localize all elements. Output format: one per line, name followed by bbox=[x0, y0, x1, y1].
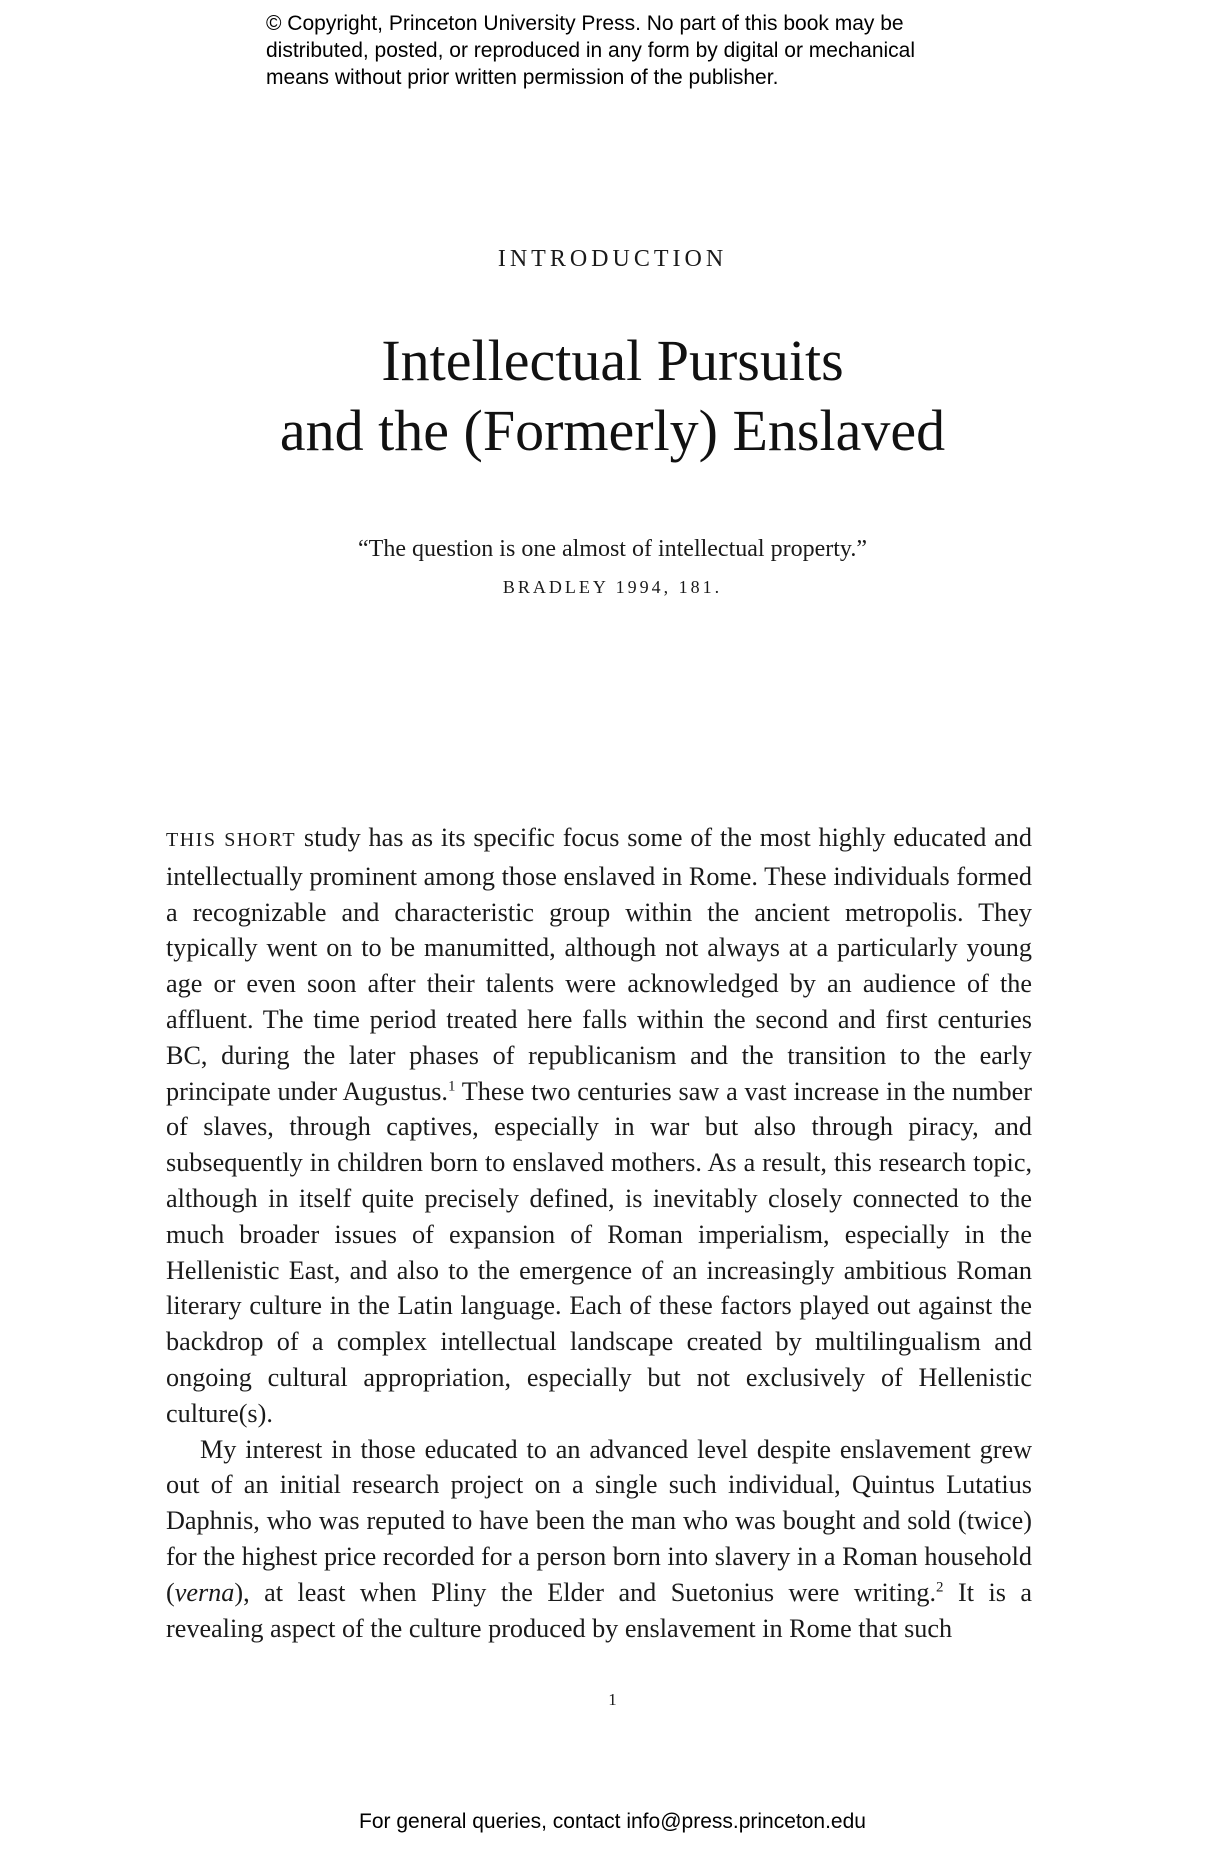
footnote-ref-2[interactable]: 2 bbox=[936, 1579, 944, 1595]
chapter-label: INTRODUCTION bbox=[497, 246, 728, 272]
paragraph-2-text-a: My interest in those educated to an advanced level despite enslavement grew out of an initial research project on a single such individual, Quintus Lutatius Daphnis, who was reputed to have been the man who was bought and sold (twice) for the highest price recorded for a person born into slavery in a Roman household ( bbox=[166, 1434, 1032, 1607]
paragraph-1 bbox=[166, 820, 1032, 1432]
paragraph-2-text-b: ), at least when Pliny the Elder and Suetonius were writing. bbox=[234, 1577, 937, 1607]
paragraph-1-text-b: These two centuries saw a vast increase in the number of slaves, through captives, especially in war but also through piracy, and subsequently in children born to enslaved mothers. As a result, this research topic, although in itself quite precisely defined, is inevitably closely connected to the much broader issues of expansion of Roman imperialism, especially in the Hellenistic East, and also to the emergence of an increasingly ambitious Roman literary culture in the Latin language. Each of these factors played out against the backdrop of a complex intellectual landscape created by multilingualism and ongoing cultural appropriation, especially but not exclusively of Hellenistic culture(s). bbox=[166, 1076, 1032, 1428]
chapter-title bbox=[0, 326, 1225, 466]
paragraph-2 bbox=[166, 1432, 1032, 1647]
copyright-line-2: distributed, posted, or reproduced in any form by digital or mechanical bbox=[266, 39, 916, 62]
paragraph-1-text-a: study has as its specific focus some of the most highly educated and intellectually prominent among those enslaved in Rome. These individuals formed a recognizable and characteristic group within the ancient metropolis. They typically went on to be manumitted, although not always at a particularly young age or even soon after their talents were acknowledged by an audience of the affluent. The time period treated here falls within the second and first centuries BC, during the later phases of republicanism and the transition to the early principate under Augustus. bbox=[166, 823, 1032, 1106]
chapter-title-line-2: and the (Formerly) Enslaved bbox=[279, 398, 946, 463]
copyright-notice bbox=[266, 10, 1026, 91]
footer-contact: For general queries, contact info@press.princeton.edu bbox=[359, 1810, 866, 1833]
paragraph-lead: THIS SHORT bbox=[166, 829, 297, 851]
paragraph-2-text-c: It is a revealing aspect of the culture produced by enslavement in Rome that such bbox=[166, 1577, 1032, 1643]
chapter-title-line-1: Intellectual Pursuits bbox=[381, 328, 844, 393]
epigraph-quote: “The question is one almost of intellectual property.” bbox=[358, 536, 867, 562]
page-number: 1 bbox=[608, 1690, 617, 1709]
epigraph-source: BRADLEY 1994, 181. bbox=[502, 577, 723, 597]
copyright-line-1: © Copyright, Princeton University Press. No part of this book may be bbox=[266, 12, 904, 35]
footnote-ref-1[interactable]: 1 bbox=[447, 1077, 456, 1094]
body-text bbox=[166, 820, 1032, 1646]
italic-term: verna bbox=[174, 1577, 235, 1607]
copyright-line-3: means without prior written permission of the publisher. bbox=[266, 66, 779, 89]
